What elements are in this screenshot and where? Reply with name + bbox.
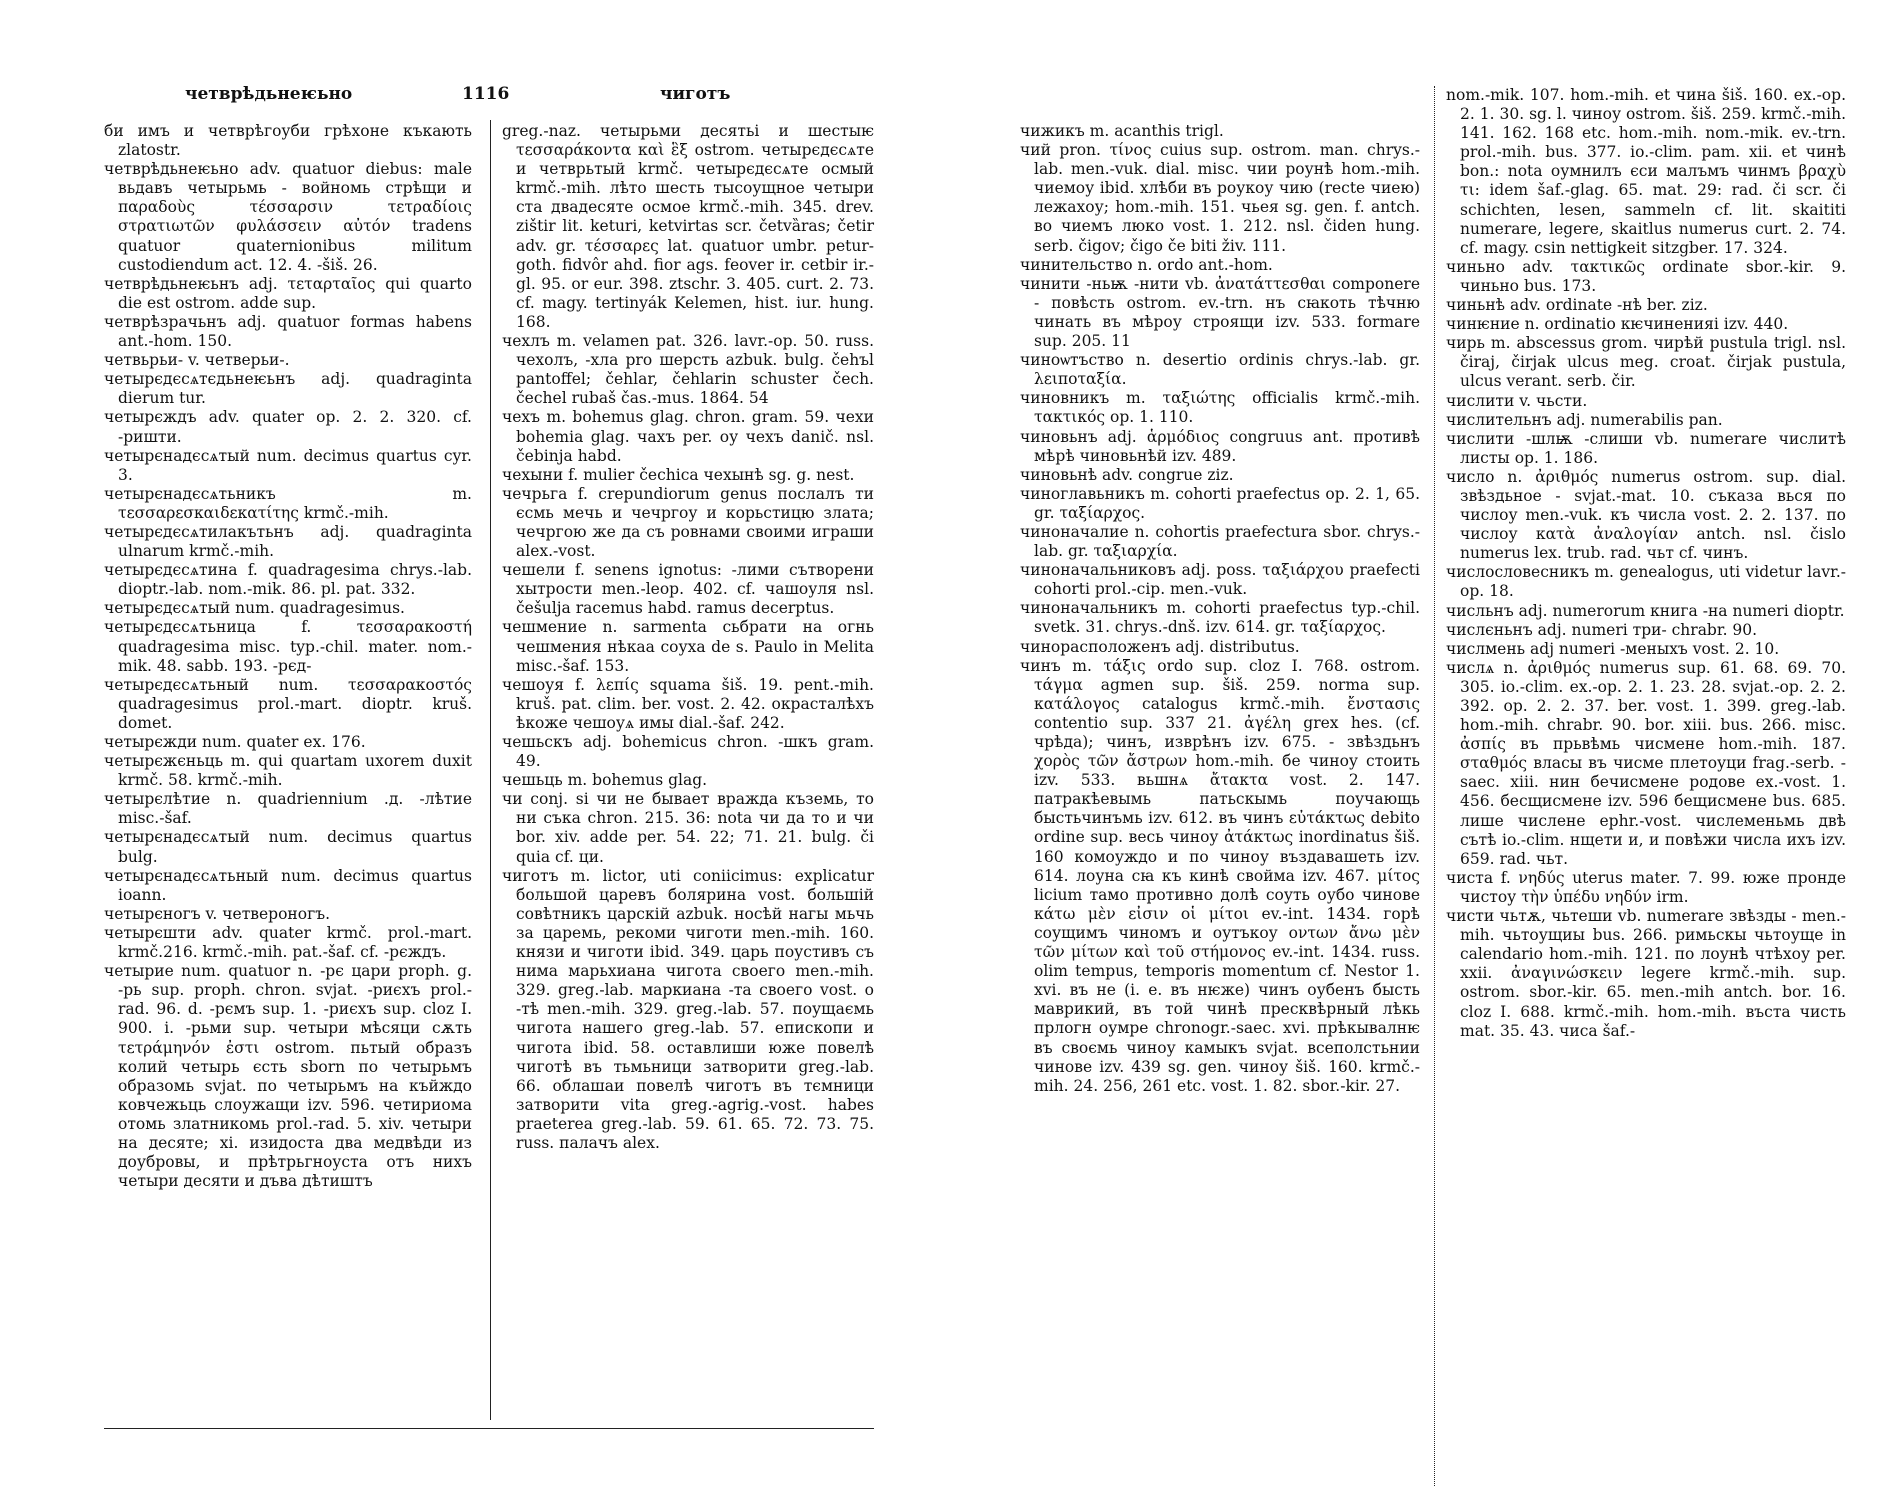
dictionary-entry: четырєдєсѧтый num. quadragesimus. xyxy=(104,599,405,618)
dictionary-entry: чехлъ m. velamen pat. 326. lavr.-op. 50. russ. чехолъ, -хла pro шерсть azbuk. bulg. čehъl pantoffel; čehlar, čehlarin schuster čech. čechel rubaš čas.-mus. 1864. 54 xyxy=(502,332,874,408)
dictionary-entry: чешьць m. bohemus glag. xyxy=(502,771,708,790)
dictionary-entry: четырєдєсѧтина f. quadragesima chrys.-lab. dioptr.-lab. nom.-mik. 86. pl. pat. 332. xyxy=(104,561,472,599)
dictionary-entry: четырєнадєсѧтый num. decimus quartus bulg. xyxy=(104,828,472,866)
dictionary-entry: чешели f. senens ignotus: -лими сътворени хытрости men.-leop. 402. cf. чашоуля nsl. češulja racemus habd. ramus decerptus. xyxy=(502,561,874,618)
dictionary-entry: чиньнѣ adv. ordinate -нѣ ber. ziz. xyxy=(1446,296,1708,315)
dictionary-entry: nom.-mik. 107. hom.-mih. et чина šiš. 160. ex.-op. 2. 1. 30. sg. l. чиноу ostrom. šiš. 259. krmč.-mih. 141. 162. 168 etc. hom.-mih. nom.-mik. ev.-trn. prol.-mih. bus. 377. io.-clim. pam. xii. et чинѣ bon.: nota оумнилъ єси малъмъ чинмъ βραχὺ τι: idem šaf.-glag. 65. mat. 29: rad. či scr. či schichten, lesen, sammeln cf. lit. skaititi numerare, legere, skaitlus numerus curt. 2. 74. cf. magy. csin nettigkeit sitzgber. 17. 324. xyxy=(1446,86,1846,257)
left-column-2 xyxy=(502,122,874,1153)
dictionary-entry: числьнъ adj. numerorum книга -на numeri dioptr. xyxy=(1446,601,1845,620)
dictionary-entry: числити v. чьсти. xyxy=(1446,391,1588,410)
dictionary-entry: чиноначальниковъ adj. poss. ταξιάρχου praefecti cohorti prol.-cip. men.-vuk. xyxy=(1020,561,1420,599)
dictionary-entry: числѧ n. ἀριθμός numerus sup. 61. 68. 69. 70. 305. io.-clim. ex.-op. 2. 1. 23. 28. svjat.-op. 2. 2. 392. op. 2. 2. 37. ber. vost. 1. 399. greg.-lab. hom.-mih. chrabr. 90. bor. xiii. bus. 266. misc. ἀσπίς въ прьвѣмь чисмене hom.-mih. 187. σταθμός власы въ чисме плетоуци frag.-serb. -saec. xiii. нин бечисмене родове ex.-vost. 1. 456. бесщисмене izv. 596 бещисмене bus. 685. лише числене ephr.-vost. числеменьмь двѣ сътѣ io.-clim. нщети и, и повѣжи числа ихъ izv. 659. rad. чьт. xyxy=(1446,658,1846,868)
dictionary-entry: greg.-naz. четырьми десятьі и шестыѥ τεσσαράκοντα καὶ ἓξ ostrom. четырєдєсѧте и четврьтый krmč. четырєдєсѧте осмый krmč.-mih. лѣто шесть тысоущное четыри ста двадесяте осмое krmč.-mih. 345. drev. zištir lit. keturi, ketvirtas scr. četvȁras; četir adv. gr. τέσσαρες lat. quatuor umbr. peturgoth. fidvôr ahd. fior ags. feover ir. cetbir ir.-gl. 95. or eur. 398. ztschr. 3. 405. curt. 2. 73. cf. magy. tertinyák Kelemen, hist. iur. hung. 168. xyxy=(502,122,874,331)
dictionary-entry: чиновьнъ adj. ἁρμόδιος congruus ant. противѣ мѣрѣ чиновьнѣй izv. 489. xyxy=(1020,427,1420,465)
dictionary-entry: чиноѡтъство n. desertio ordinis chrys.-lab. gr. λειποταξία. xyxy=(1020,351,1420,389)
dictionary-entry: четырєнадєсѧтьникъ m. τεσσαρεσκαιδεκατίτης krmč.-mih. xyxy=(104,484,472,522)
dictionary-entry: чинительство n. ordo ant.-hom. xyxy=(1020,255,1273,274)
column-divider xyxy=(1434,86,1435,1486)
dictionary-entry: четырєдєсѧтьный num. τεσσαρακοστός quadragesimus prol.-mart. dioptr. kruš. domet. xyxy=(104,675,472,732)
dictionary-entry: число n. ἀριθμός numerus ostrom. sup. dial. звѣздьное - svjat.-mat. 10. съказа вься по числоу men.-vuk. къ числа vost. 2. 2. 137. по числоу κατὰ ἀναλογίαν antch. nsl. čislo numerus lex. trub. rad. чьт cf. чинъ. xyxy=(1446,467,1846,563)
dictionary-entry: чиста f. νηδύς uterus mater. 7. 99. юже пронде чистоу τὴν ὑπέδυ νηδύν irm. xyxy=(1446,868,1846,906)
dictionary-entry: чехъ m. bohemus glag. chron. gram. 59. чехи bohemia glag. чахъ per. оу чехъ danič. nsl. čebinja habd. xyxy=(502,408,874,465)
dictionary-entry: четырєшти adv. quater krmč. prol.-mart. krmč.216. krmč.-mih. pat.-šaf. cf. -рєждъ. xyxy=(104,923,472,962)
column-divider xyxy=(490,120,491,1420)
dictionary-entry: чечрьга f. crepundiorum genus послалъ ти єсмь мечь и чечргоу и корьстицю злата; чечргою же да съ ровнами своими играши alex.-vost. xyxy=(502,484,874,561)
dictionary-entry: чиноглавьникъ m. cohorti praefectus op. 2. 1, 65. gr. ταξίαρχος. xyxy=(1020,484,1420,522)
dictionary-entry: чешоуя f. λεπίς squama šiš. 19. pent.-mih. kruš. pat. clim. ber. vost. 2. 42. окрасталѣхъ ѣкоже чешоуѧ имы dial.-šaf. 242. xyxy=(502,675,874,732)
dictionary-entry: четвьрьи- v. четверьи-. xyxy=(104,351,290,370)
dictionary-entry: четырєнадєсѧтый num. decimus quartus cyr. 3. xyxy=(104,446,472,484)
dictionary-entry: чешьскъ adj. bohemicus chron. -шкъ gram. 49. xyxy=(502,733,874,771)
dictionary-entry: чижикъ m. acanthis trigl. xyxy=(1020,122,1224,140)
left-column-1 xyxy=(104,122,472,1191)
dictionary-entry: чинѥние n. ordinatio кѥчиненияi izv. 440. xyxy=(1446,315,1789,334)
dictionary-entry: четырєжди num. quater ex. 176. xyxy=(104,733,366,751)
dictionary-entry: чиньно adv. τακτικῶς ordinate sbor.-kir. 9. чиньно bus. 173. xyxy=(1446,257,1846,295)
running-head-right: чиготъ xyxy=(660,84,731,104)
dictionary-entry: четырєдєсѧтєдьнеѥьнъ adj. quadraginta dierum tur. xyxy=(104,370,472,408)
dictionary-entry: четырєлѣтие n. quadriennium .д. -лѣтие misc.-šaf. xyxy=(104,790,472,828)
dictionary-entry: чирь m. abscessus grom. чирѣй pustula trigl. nsl. čiraj, čirjak ulcus meg. croat. čirjak pustula, ulcus verant. serb. čir. xyxy=(1446,334,1846,391)
right-column-2 xyxy=(1446,86,1846,1041)
dictionary-entry: чинъ m. τάξις ordo sup. cloz I. 768. ostrom. τάγμα agmen sup. šiš. 259. norma sup. κατάλογος catalogus krmč.-mih. ἔνστασις contentio sup. 337 21. ἀγέλη grex hes. (cf. чрѣда); чинъ, изврѣнъ izv. 675. - звѣздьнъ χορὸς τῶν ἄστρων hom.-mih. бе чиноу стоить izv. 533. вьшнѧ ἄτακτα vost. 2. 147. патракѣевымь патьскымь поучающь быстьчинъмь izv. 612. въ чинъ εὐτάκτως debito ordine sup. весь чиноу ἀτάκτως inordinatus šiš. 160 комоуждо и по чиноу въздавашеть izv. 614. лоуна сꙗ къ кинѣ свойма izv. 467. μίτος licium тамо противно долѣ соуть оубо чинове κάτω μὲν εἰσιν οἱ μίτοι ev.-int. 1434. горѣ соущимъ чиномъ и оутъкоу οντων ἄνω μὲν τῶν μίτων καὶ τοῦ στήμονος ev.-int. 1434. russ. olim tempus, temporis momentum cf. Nestor 1. xvi. въ не (i. e. въ нѥже) чинъ оубенъ бысть маврикий, въ той чинѣ пресквѣрный лѣкь прлогн оумре chronogr.-saec. xvi. прѣкывалнѥ въ своємь чиноу камыкъ svjat. всеполстьнии чинове izv. 439 sg. gen. чиноу šiš. 160. krmč.-mih. 24. 256, 261 etc. vost. 1. 82. sbor.-kir. 27. xyxy=(1020,656,1420,1095)
running-head-left: четврѣдьнеѥьно xyxy=(185,84,353,104)
page-number: 1116 xyxy=(462,84,510,104)
dictionary-entry: чий pron. τίνος cuius sup. ostrom. man. chrys.-lab. men.-vuk. dial. misc. чии роунѣ hom.-mih. чиемоу ibid. хлѣби въ роукоу чию (recte чиею) лежахоу; hom.-mih. 151. чьея sg. gen. f. antch. во чиемъ люко vost. 1. 212. nsl. čiden hung. serb. čigov; čigo če biti živ. 111. xyxy=(1020,141,1420,255)
dictionary-entry: четврѣдьнеѥьно adv. quatuor diebus: male вьдавъ четырьмь - войномь стрѣщи и παραδοὺς τέσσαρσιν τετραδίοις στρατιωτῶν φυλάσσειν αὐτόν tradens quatuor quaternionibus militum custodiendum act. 12. 4. -šiš. 26. xyxy=(104,160,472,274)
dictionary-entry: четырєдєсѧтилакътьнъ adj. quadraginta ulnarum krmč.-mih. xyxy=(104,522,472,561)
right-page xyxy=(960,0,1902,1500)
dictionary-entry: чиноначальникъ m. cohorti praefectus typ.-chil. svetk. 31. chrys.-dnš. izv. 614. gr. ταξίαρχος. xyxy=(1020,599,1420,637)
dictionary-entry: четврѣзрачьнъ adj. quatuor formas habens ant.-hom. 150. xyxy=(104,312,472,351)
dictionary-entry: четырєногъ v. четвероногъ. xyxy=(104,904,330,923)
dictionary-entry: чи conj. si чи не бывает вражда къземь, то ни съка chron. 215. 36: nota чи да то и чи bor. xiv. adde per. 54. 22; 71. 21. bulg. či quia cf. ци. xyxy=(502,790,874,866)
dictionary-entry: числмень adj numeri -меныхъ vost. 2. 10. xyxy=(1446,639,1780,658)
dictionary-entry: чинити -ньѭ -нити vb. ἀνατάττεσθαι componere - повѣсть ostrom. ev.-trn. нъ сꙗкоть тѣчню чинать въ мѣроу строящи izv. 533. formare sup. 205. 11 xyxy=(1020,274,1420,351)
dictionary-entry: чисти чьтѫ, чьтеши vb. numerare звѣзды - men.-mih. чьтоущиы bus. 266. римьскы чьтоуще in calendario hom.-mih. 121. по лоунѣ чтѣхоу per. xxii. ἀναγινώσκειν legere krmč.-mih. sup. ostrom. sbor.-kir. 65. men.-mih antch. bor. 16. cloz I. 688. krmč.-mih. hom.-mih. въста чисть mat. 35. 43. чиса šaf.- xyxy=(1446,907,1846,1040)
dictionary-entry: числєньнъ adj. numeri три- chrabr. 90. xyxy=(1446,620,1758,639)
dictionary-entry: четырєнадєсѧтьный num. decimus quartus ioann. xyxy=(104,866,472,904)
dictionary-entry: числословесникъ m. genealogus, uti videtur lavr.-op. 18. xyxy=(1446,563,1846,601)
dictionary-entry: числительнъ adj. numerabilis pan. xyxy=(1446,410,1723,429)
dictionary-entry: четырєдєсѧтьница f. τεσσαρακοστή quadragesima misc. typ.-chil. mater. nom.-mik. 48. sabb. 193. -рєд- xyxy=(104,618,472,675)
dictionary-entry: четырєждъ adv. quater op. 2. 2. 320. cf. -ришти. xyxy=(104,408,472,446)
dictionary-entry: чиновьнѣ adv. congrue ziz. xyxy=(1020,465,1234,484)
dictionary-entry: би имъ и четврѣгоуби грѣхоне къкають zlatostr. xyxy=(104,122,472,160)
right-column-1 xyxy=(1020,122,1420,1096)
dictionary-entry: чиновникъ m. ταξιώτης officialis krmč.-mih. τακτικός op. 1. 110. xyxy=(1020,389,1420,427)
dictionary-entry: четырєжєньць m. qui quartam uxorem duxit krmč. 58. krmč.-mih. xyxy=(104,752,472,790)
dictionary-entry: чехыни f. mulier čechica чехынѣ sg. g. nest. xyxy=(502,465,855,484)
dictionary-entry: чинорасположенъ adj. distributus. xyxy=(1020,637,1300,656)
dictionary-entry: чиноначалие n. cohortis praefectura sbor. chrys.-lab. gr. ταξιαρχία. xyxy=(1020,522,1420,561)
dictionary-entry: числити -шлѭ -слиши vb. numerare числитѣ листы op. 1. 186. xyxy=(1446,429,1846,467)
dictionary-entry: четврѣдьнеѥьнъ adj. τεταρταῖος qui quarto die est ostrom. adde sup. xyxy=(104,274,472,312)
bottom-rule xyxy=(104,1428,874,1429)
dictionary-entry: чешмение n. sarmenta сьбрати на огнь чешмения нѣкаа соуха de s. Paulo in Melita misc.-šaf. 153. xyxy=(502,618,874,675)
dictionary-entry: четырие num. quatuor n. -рє цари proph. g. -рь sup. proph. chron. svjat. -риєхъ prol.-rad. 96. d. -рємъ sup. 1. -риєхъ sup. cloz I. 900. i. -рьми sup. четыри мѣсяци сѫть τετράμηνόν ἐστι ostrom. пьтый образъ колий четырь єсть sborn по четырьмъ образомь svjat. по четырьмъ на къйждо ковчежьць слоужащи izv. 596. четириома отомь златникомь prol.-rad. 5. xiv. четыри на десяте; xi. изидоста два медвѣди из доубровы, и прѣтрьгноуста отъ нихъ четыри десяти и дъва дѣтиштъ xyxy=(104,962,472,1191)
dictionary-entry: чиготъ m. lictor, uti coniicimus: explicatur большой царевъ болярина vost. большій совѣтникъ царскій azbuk. носѣй нагы мьчь за царемь, рекоми чиготи men.-mih. 160. князи и чиготи ibid. 349. царь поустивъ съ нима марьхиана чигота своего men.-mih. 329. greg.-lab. маркиана -та своего vost. о -тѣ men.-mih. 329. greg.-lab. 57. поущаємь чигота нашего greg.-lab. 57. епископи и чигота ibid. 58. оставлиши юже повелѣ чиготѣ въ тьмьници затворити greg.-lab. 66. облашаи повелѣ чиготъ въ тємници затворити vita greg.-agrig.-vost. habes praeterea greg.-lab. 59. 61. 65. 72. 73. 75. russ. палачъ alex. xyxy=(502,866,874,1152)
